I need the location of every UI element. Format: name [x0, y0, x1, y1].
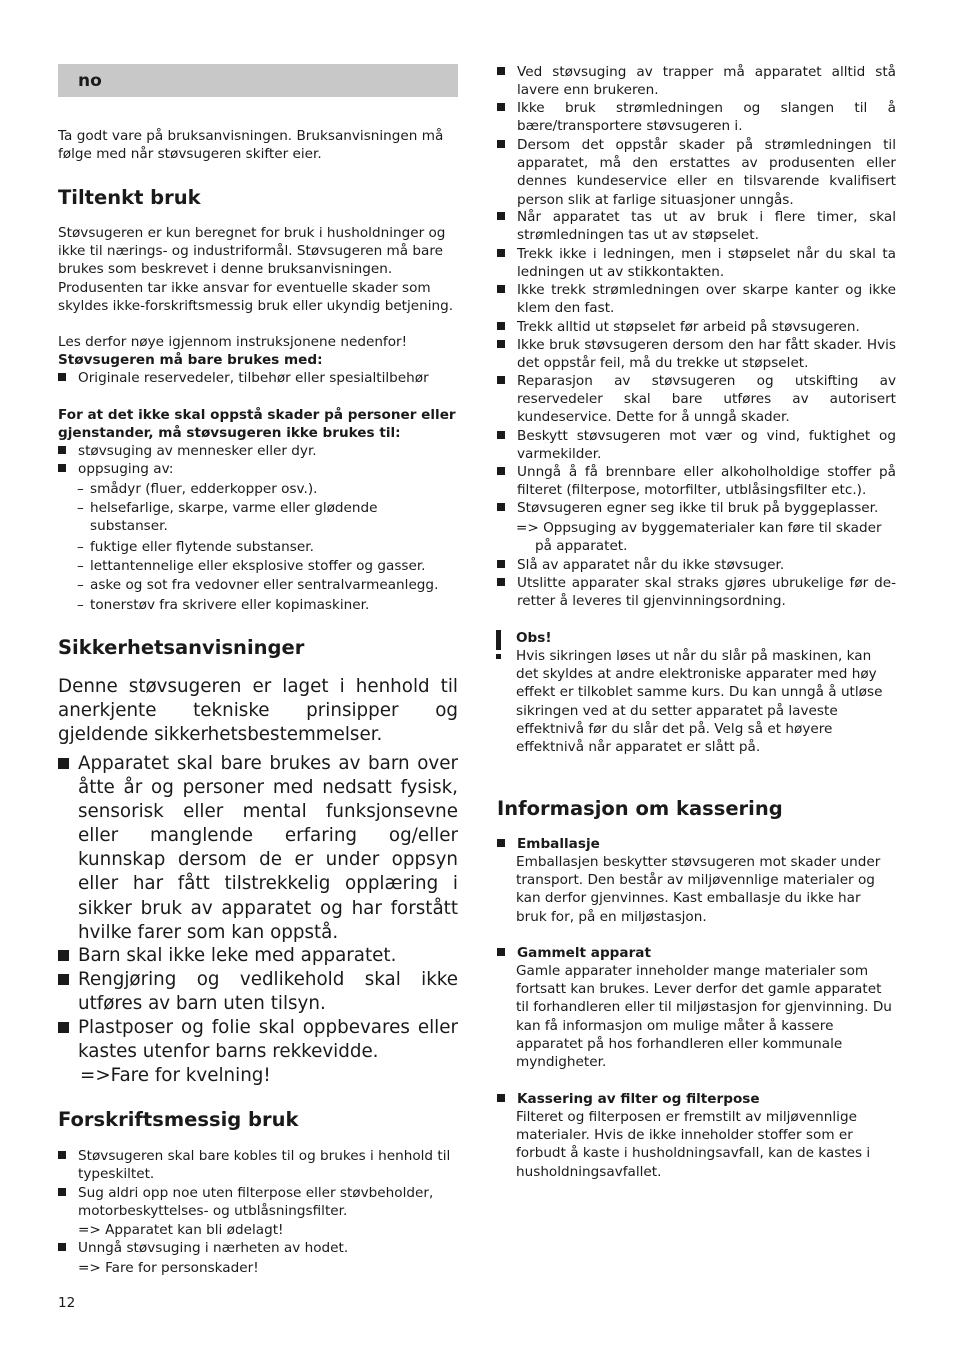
bullet-icon	[497, 249, 505, 257]
list-item: Reparasjon av støvsugeren og utskifting av reservedeler skal bare utføres av autorisert kundeservice. Dette for å unngå skader.	[497, 372, 896, 427]
bullet-icon	[497, 948, 505, 956]
list-item: Utslitte apparater skal straks gjøres ubrukelige før deretter å leveres til gjenvinningsordning.	[497, 574, 896, 610]
read-instructions-text: Les derfor nøye igjennom instruksjonene nedenfor!	[58, 334, 408, 350]
bullet-icon	[497, 67, 505, 75]
sub-list-item: – lettantennelige eller eksplosive stoffer og gasser.	[77, 558, 426, 574]
bullet-icon	[497, 1094, 505, 1102]
notice-label: Obs!	[516, 630, 552, 646]
safety-item: Plastposer og folie skal oppbevares eller kastes utenfor barns rekkevidde.	[58, 1016, 458, 1064]
bullet-icon	[58, 1151, 66, 1159]
sub-list-item: – tonerstøv fra skrivere eller kopimaskiner.	[77, 597, 370, 613]
sub-list-item: – fuktige eller flytende substanser.	[77, 539, 314, 555]
bullet-icon	[497, 103, 505, 111]
section-title-proper-use: Forskriftsmessig bruk	[58, 1108, 299, 1131]
bullet-icon	[497, 467, 505, 475]
section-title-intended-use: Tiltenkt bruk	[58, 186, 201, 209]
bullet-icon	[497, 140, 505, 148]
section-title-disposal: Informasjon om kassering	[497, 797, 783, 820]
list-item: Unngå støvsuging i nærheten av hodet.	[58, 1239, 458, 1257]
sub-list-item: – aske og sot fra vedovner eller sentralvarmeanlegg.	[77, 577, 439, 593]
safety-intro: Denne støvsugeren er laget i henhold til anerkjente tekniske prinsipper og gjeldende sikkerhetsbestemmelser.	[58, 676, 458, 746]
section-title-safety: Sikkerhetsanvisninger	[58, 636, 305, 659]
disposal-item: Gammelt apparat	[497, 944, 896, 962]
list-item: Beskytt støvsugeren mot vær og vind, fuktighet og varmekilder.	[497, 427, 896, 463]
list-item: Ikke bruk støvsugeren dersom den har fått skader. Hvis det oppstår feil, må du trekke ut støpselet.	[497, 336, 896, 372]
list-item: Slå av apparatet når du ikke støvsuger.	[497, 556, 896, 574]
language-code: no	[78, 71, 102, 91]
list-item: Dersom det oppstår skader på strømledningen til apparatet, må den erstattes av produsenten eller dennes kundeservice eller en tilsvarende kvalifisert person slik at farlige situasjoner unngås.	[497, 136, 896, 209]
bullet-icon	[497, 560, 505, 568]
disposal-item: Kassering av filter og filterpose	[497, 1090, 896, 1108]
language-bar	[58, 64, 458, 97]
disposal-text: Emballasjen beskytter støvsugeren mot skader under transport. Den består av miljøvennlige materialer og kan derfor gjenvinnes. Kast emballasje du ikke har bruk for, på en miljøstasjon.	[516, 854, 881, 925]
bullet-icon	[58, 1188, 66, 1196]
intended-use-text: Støvsugeren er kun beregnet for bruk i husholdninger og ikke til nærings- og industriformål. Støvsugeren må bare brukes som beskrevet i denne bruksanvisningen. Produsenten tar ikke ansvar for eventuelle skader som skyldes ikke-forskriftsmessig bruk eller ukyndig betjening.	[58, 225, 454, 314]
bullet-icon	[497, 839, 505, 847]
bullet-icon	[497, 578, 505, 586]
list-item: støvsuging av mennesker eller dyr.	[58, 442, 456, 460]
arrow-note: => Apparatet kan bli ødelagt!	[78, 1222, 284, 1238]
notice-text: Hvis sikringen løses ut når du slår på maskinen, kan det skyldes at andre elektroniske apparater med høy effekt er tilkoblet samme kurs. Du kan unngå å utløse sikringen ved at du setter apparatet på laveste effektnivå før du slår det på. Velg så et høyere effektnivå når apparatet er slått på.	[516, 648, 883, 756]
bullet-icon	[58, 446, 66, 454]
sub-list-item: – helsefarlige, skarpe, varme eller glødende substanser.	[77, 500, 378, 535]
only-with-label: Støvsugeren må bare brukes med:	[58, 352, 323, 368]
list-item: Ved støvsuging av trapper må apparatet alltid stå lavere enn brukeren.	[497, 63, 896, 99]
bullet-icon	[58, 373, 66, 381]
list-item: Støvsugeren skal bare kobles til og brukes i henhold til typeskiltet.	[58, 1147, 458, 1183]
bullet-icon	[497, 212, 505, 220]
bullet-icon	[497, 431, 505, 439]
disposal-text: Filteret og filterposen er fremstilt av miljøvennlige materialer. Hvis de ikke inneholder stoffer som er forbudt å kaste i husholdningsavfall, kan de kastes i husholdningsavfallet.	[516, 1109, 871, 1180]
not-for-label: For at det ikke skal oppstå skader på personer eller gjenstander, må støvsugeren ikke brukes til:	[58, 407, 456, 442]
bullet-icon	[497, 503, 505, 511]
intro-text: Ta godt vare på bruksanvisningen. Bruksanvisningen må følge med når støvsugeren skifter eier.	[58, 128, 444, 163]
bullet-icon	[497, 340, 505, 348]
list-item: oppsuging av:	[58, 460, 456, 478]
arrow-note: => Oppsuging av byggematerialer kan føre til skader på apparatet.	[516, 520, 882, 555]
bullet-icon	[58, 758, 69, 769]
safety-arrow-note: =>Fare for kvelning!	[80, 1065, 271, 1086]
sub-list-item: – smådyr (fluer, edderkopper osv.).	[77, 481, 318, 497]
list-item: Unngå å få brennbare eller alkoholholdige stoffer på filteret (filterpose, motorfilter, utblåsingsfilter etc.).	[497, 463, 896, 499]
bullet-icon	[58, 1243, 66, 1251]
bullet-icon	[58, 950, 69, 961]
list-item: Støvsugeren egner seg ikke til bruk på byggeplasser.	[497, 499, 896, 517]
disposal-text: Gamle apparater inneholder mange materialer som fortsatt kan brukes. Lever derfor det gamle apparatet til forhandleren eller til miljøstasjon for gjenvinning. Du kan få informasjon om mulige måter å kassere apparatet på hos forhandleren eller kommunale myndigheter.	[516, 963, 892, 1071]
exclamation-icon	[495, 630, 503, 659]
bullet-icon	[58, 974, 69, 985]
bullet-icon	[58, 1022, 69, 1033]
bullet-icon	[58, 464, 66, 472]
list-item: Ikke trekk strømledningen over skarpe kanter og ikke klem den fast.	[497, 281, 896, 317]
list-item: Originale reservedeler, tilbehør eller spesialtilbehør	[58, 369, 456, 387]
list-item: Trekk ikke i ledningen, men i støpselet når du skal ta ledningen ut av stikkontakten.	[497, 245, 896, 281]
list-item: Når apparatet tas ut av bruk i flere timer, skal strømledningen tas ut av støpselet.	[497, 208, 896, 244]
safety-item: Apparatet skal bare brukes av barn over åtte år og personer med nedsatt fysisk, sensorisk eller mental funksjonsevne eller manglende erfaring og/eller kunnskap dersom de er under oppsyn eller har fått tilstrekkelig opplæring i sikker bruk av apparatet og har forstått hvilke farer som kan oppstå.	[58, 752, 458, 945]
safety-item: Rengjøring og vedlikehold skal ikke utføres av barn uten tilsyn.	[58, 968, 458, 1016]
bullet-icon	[497, 376, 505, 384]
list-item: Sug aldri opp noe uten filterpose eller støvbeholder, motorbeskyttelses- og utblåsningsfilter.	[58, 1184, 458, 1220]
disposal-item: Emballasje	[497, 835, 896, 853]
bullet-icon	[497, 322, 505, 330]
list-item: Ikke bruk strømledningen og slangen til å bære/transportere støvsugeren i.	[497, 99, 896, 135]
page-number: 12	[58, 1295, 76, 1311]
arrow-note: => Fare for personskader!	[78, 1260, 259, 1276]
bullet-icon	[497, 285, 505, 293]
list-item: Trekk alltid ut støpselet før arbeid på støvsugeren.	[497, 318, 896, 336]
safety-item: Barn skal ikke leke med apparatet.	[58, 944, 458, 968]
